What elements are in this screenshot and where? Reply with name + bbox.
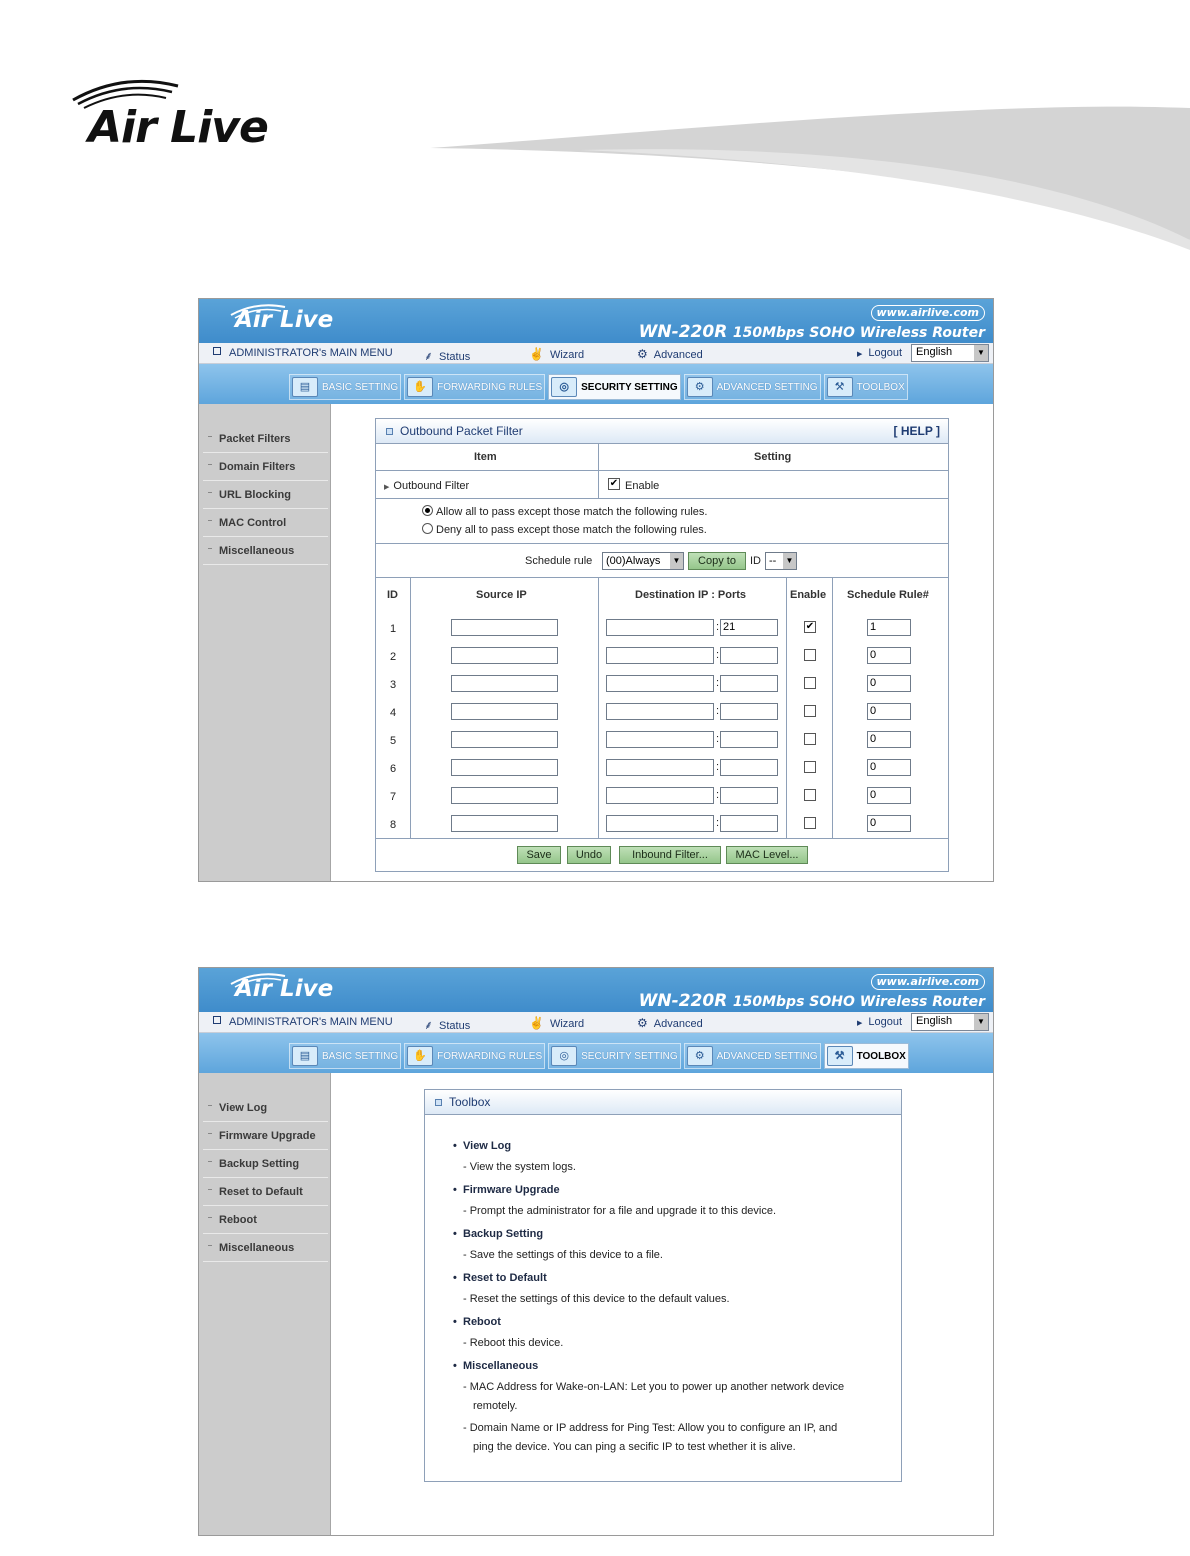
port-input[interactable] <box>720 647 778 664</box>
status-link[interactable] <box>424 347 470 364</box>
website-link[interactable]: www.airlive.com <box>871 974 985 990</box>
tab-security-setting[interactable] <box>548 374 681 400</box>
admin-menu-label: ADMINISTRATOR's MAIN MENU <box>229 347 393 359</box>
logout-label: Logout <box>868 347 903 359</box>
advanced-link[interactable] <box>637 347 703 361</box>
sidebar-item-label: Miscellaneous <box>219 545 295 557</box>
bullet-dash-icon <box>208 1245 212 1246</box>
tab-toolbox[interactable] <box>824 374 908 400</box>
screenshot-outbound-packet-filter <box>198 298 994 882</box>
toolbox-item-description: - MAC Address for Wake-on-LAN: Let you to power up another network device <box>463 1381 845 1393</box>
rule-enable-checkbox[interactable]: ✔ <box>805 621 815 632</box>
toolbox-item-heading: Backup Setting <box>463 1228 544 1240</box>
panel-title-bar <box>425 1090 901 1115</box>
advanced-label: Advanced <box>653 1018 703 1030</box>
shield-icon: ◎ <box>551 1046 577 1066</box>
bullet-dash-icon <box>208 1105 212 1106</box>
status-link[interactable] <box>424 1016 470 1033</box>
source-ip-input[interactable] <box>451 759 558 776</box>
wizard-icon: ✌ <box>529 347 544 361</box>
schedule-rule-input[interactable]: 0 <box>867 675 911 692</box>
divider <box>598 443 599 498</box>
brand-logo: Air Live <box>235 976 334 1002</box>
destination-column-header: Destination IP : Ports <box>635 589 747 601</box>
port-separator: : <box>716 761 720 773</box>
gear-icon: ⚙ <box>687 1046 713 1066</box>
tab-toolbox[interactable] <box>824 1043 909 1069</box>
toolbox-item-heading: Reboot <box>463 1316 501 1328</box>
bullet-icon: • <box>453 1272 457 1284</box>
status-icon: ⸙ <box>424 349 434 363</box>
router-header <box>199 968 993 1012</box>
sidebar-item-label: Domain Filters <box>219 461 296 473</box>
bullet-dash-icon <box>208 1133 212 1134</box>
row-id: 5 <box>390 735 397 747</box>
rule-enable-checkbox[interactable] <box>804 677 816 689</box>
bullet-dash-icon <box>208 1161 212 1162</box>
chevron-down-icon: ▼ <box>974 345 988 361</box>
status-label: Status <box>439 1020 471 1032</box>
sidebar-item-mac-control[interactable] <box>203 510 328 537</box>
outbound-filter-text: Outbound Filter <box>393 480 470 492</box>
advanced-label: Advanced <box>653 349 703 361</box>
port-separator: : <box>716 621 720 633</box>
row-id: 3 <box>390 679 397 691</box>
toolbox-item-description: - Domain Name or IP address for Ping Test: Allow you to configure an IP, and <box>463 1422 838 1434</box>
model-name: WN-220R <box>638 991 728 1011</box>
tab-label: SECURITY SETTING <box>581 1050 678 1062</box>
logout-label: Logout <box>868 1016 903 1028</box>
port-input[interactable]: 21 <box>720 619 778 636</box>
allow-radio[interactable] <box>422 505 433 516</box>
row-id: 6 <box>390 763 397 775</box>
toolbox-item-reboot <box>453 1316 501 1328</box>
tab-label: TOOLBOX <box>856 381 905 393</box>
toolbox-panel <box>424 1089 902 1482</box>
deny-policy-option[interactable] <box>422 523 707 536</box>
tab-label: ADVANCED SETTING <box>716 1050 818 1062</box>
schedule-rule-input[interactable]: 1 <box>867 619 911 636</box>
panel-title-bar <box>376 419 948 444</box>
bullet-icon: • <box>453 1184 457 1196</box>
triangle-right-icon: ▶ <box>857 1020 863 1027</box>
undo-button[interactable]: Undo <box>567 846 611 864</box>
chevron-down-icon: ▼ <box>783 553 796 569</box>
destination-ip-input[interactable] <box>606 703 714 720</box>
toolbox-item-view-log <box>453 1140 512 1152</box>
destination-ip-input[interactable] <box>606 787 714 804</box>
status-icon: ⸙ <box>424 1018 434 1032</box>
toolbox-item-heading: Miscellaneous <box>463 1360 539 1372</box>
sidebar <box>199 404 331 881</box>
id-column-header: ID <box>387 589 398 601</box>
id-label: ID <box>750 555 761 567</box>
wizard-link[interactable] <box>529 347 584 361</box>
language-select[interactable] <box>911 344 989 362</box>
sidebar-item-label: URL Blocking <box>219 489 291 501</box>
model-description: 150Mbps SOHO Wireless Router <box>732 994 985 1010</box>
toolbox-icon: ⚒ <box>827 377 853 397</box>
divider <box>410 577 411 839</box>
brand-logo: Air Live <box>235 307 334 333</box>
row-id: 8 <box>390 819 397 831</box>
schedule-rule-label: Schedule rule <box>525 555 593 567</box>
model-title <box>639 991 985 1011</box>
language-value: English <box>916 1015 953 1027</box>
toolbox-item-heading: View Log <box>463 1140 512 1152</box>
port-separator: : <box>716 705 720 717</box>
destination-ip-input[interactable] <box>606 619 714 636</box>
folder-icon: ▤ <box>292 377 318 397</box>
port-separator: : <box>716 789 720 801</box>
shield-icon: ◎ <box>551 377 577 397</box>
admin-main-menu-link[interactable] <box>213 347 393 359</box>
toolbox-icon: ⚒ <box>827 1046 853 1066</box>
source-ip-column-header: Source IP <box>476 589 527 601</box>
divider <box>598 577 599 839</box>
rule-enable-checkbox[interactable] <box>804 649 816 661</box>
source-ip-input[interactable] <box>451 647 558 664</box>
rule-enable-checkbox[interactable] <box>804 817 816 829</box>
row-id: 1 <box>390 623 397 635</box>
row-id: 7 <box>390 791 397 803</box>
bullet-dash-icon <box>208 1217 212 1218</box>
language-select[interactable] <box>911 1013 989 1031</box>
schedule-rule-input[interactable]: 0 <box>867 787 911 804</box>
schedule-rule-input[interactable]: 0 <box>867 815 911 832</box>
deny-policy-text: Deny all to pass except those match the following rules. <box>436 524 707 536</box>
allow-policy-option[interactable] <box>422 505 707 518</box>
menu-square-icon <box>213 347 221 355</box>
destination-ip-input[interactable] <box>606 647 714 664</box>
inbound-filter-button[interactable]: Inbound Filter... <box>619 846 721 864</box>
sidebar-item-backup-setting[interactable] <box>203 1151 328 1178</box>
folder-icon: ▤ <box>292 1046 318 1066</box>
rule-enable-checkbox[interactable] <box>804 789 816 801</box>
source-ip-input[interactable] <box>451 675 558 692</box>
bullet-dash-icon <box>208 436 212 437</box>
setting-column-header: Setting <box>754 451 792 463</box>
divider <box>376 498 948 499</box>
sidebar-item-reboot[interactable] <box>203 1207 328 1234</box>
schedule-rule-value: (00)Always <box>606 555 661 567</box>
triangle-right-icon: ▶ <box>857 351 863 358</box>
status-label: Status <box>439 351 471 363</box>
tab-forwarding-rules[interactable] <box>404 374 545 400</box>
language-value: English <box>916 346 953 358</box>
bullet-icon: • <box>453 1228 457 1240</box>
port-input[interactable] <box>720 815 778 832</box>
schedule-rule-select[interactable] <box>602 552 684 570</box>
wizard-link[interactable] <box>529 1016 584 1030</box>
tab-label: FORWARDING RULES <box>437 381 543 393</box>
sidebar-item-label: Firmware Upgrade <box>219 1130 316 1142</box>
enable-column-header: Enable <box>790 589 827 601</box>
sidebar-item-miscellaneous[interactable] <box>203 538 328 565</box>
bullet-dash-icon <box>208 1189 212 1190</box>
sidebar-item-label: Backup Setting <box>219 1158 300 1170</box>
model-description: 150Mbps SOHO Wireless Router <box>732 325 985 341</box>
gear-icon: ⚙ <box>687 377 713 397</box>
schedule-rule-input[interactable]: 0 <box>867 647 911 664</box>
allow-policy-text: Allow all to pass except those match the following rules. <box>436 506 708 518</box>
help-link[interactable]: [ HELP ] <box>893 424 940 438</box>
port-separator: : <box>716 733 720 745</box>
divider <box>376 838 948 839</box>
menu-square-icon <box>213 1016 221 1024</box>
screenshot-toolbox <box>198 967 994 1536</box>
item-column-header: Item <box>474 451 497 463</box>
triangle-right-icon: ▶ <box>384 484 390 491</box>
save-button[interactable]: Save <box>517 846 561 864</box>
port-separator: : <box>716 649 720 661</box>
enable-label: Enable <box>625 480 660 492</box>
port-input[interactable] <box>720 675 778 692</box>
schedule-rule-input[interactable]: 0 <box>867 703 911 720</box>
destination-ip-input[interactable] <box>606 815 714 832</box>
router-header <box>199 299 993 343</box>
sidebar-item-label: Packet Filters <box>219 433 291 445</box>
copy-id-value: -- <box>769 555 777 567</box>
tab-label: TOOLBOX <box>856 1050 906 1062</box>
sidebar-item-view-log[interactable] <box>203 1095 328 1122</box>
sidebar-item-label: Reboot <box>219 1214 257 1226</box>
toolbox-item-firmware-upgrade <box>453 1184 560 1196</box>
copy-id-select[interactable] <box>765 552 797 570</box>
schedule-rule-column-header: Schedule Rule# <box>847 589 929 601</box>
mac-level-button[interactable]: MAC Level... <box>726 846 808 864</box>
admin-main-menu-link[interactable] <box>213 1016 393 1028</box>
tab-list <box>289 1043 912 1069</box>
rule-enable-checkbox[interactable] <box>804 761 816 773</box>
toolbox-item-miscellaneous <box>453 1360 539 1372</box>
port-separator: : <box>716 677 720 689</box>
sidebar-item-reset-to-default[interactable] <box>203 1179 328 1206</box>
bullet-dash-icon <box>208 464 212 465</box>
title-square-icon <box>435 1099 442 1106</box>
decorative-swoosh <box>430 100 1190 250</box>
tab-advanced-setting[interactable] <box>684 1043 821 1069</box>
outbound-packet-filter-panel <box>375 418 949 872</box>
schedule-rule-input[interactable]: 0 <box>867 731 911 748</box>
outbound-filter-enable-checkbox[interactable]: ✔ <box>609 478 619 489</box>
bullet-icon: • <box>453 1360 457 1372</box>
sidebar-item-label: MAC Control <box>219 517 287 529</box>
bullet-icon: • <box>453 1316 457 1328</box>
copy-to-button[interactable]: Copy to <box>688 552 746 570</box>
bullet-dash-icon <box>208 520 212 521</box>
toolbox-item-heading: Firmware Upgrade <box>463 1184 560 1196</box>
toolbox-item-description: remotely. <box>473 1400 518 1412</box>
row-id: 2 <box>390 651 397 663</box>
website-link[interactable]: www.airlive.com <box>871 305 985 321</box>
chevron-down-icon: ▼ <box>670 553 683 569</box>
tab-label: BASIC SETTING <box>322 1050 399 1062</box>
destination-ip-input[interactable] <box>606 759 714 776</box>
tab-label: BASIC SETTING <box>322 381 399 393</box>
port-input[interactable] <box>720 731 778 748</box>
title-square-icon <box>386 428 393 435</box>
logout-link[interactable] <box>857 1016 902 1028</box>
panel-title: Toolbox <box>449 1095 491 1109</box>
source-ip-input[interactable] <box>451 619 558 636</box>
handshake-icon: ✋ <box>407 377 433 397</box>
toolbox-item-description: ping the device. You can ping a secific IP to test whether it is alive. <box>473 1441 796 1453</box>
outbound-filter-label <box>384 480 469 492</box>
rule-enable-checkbox[interactable] <box>804 733 816 745</box>
document-logo-text: Air Live <box>88 102 268 153</box>
sidebar-item-label: Miscellaneous <box>219 1242 295 1254</box>
bullet-icon: • <box>453 1140 457 1152</box>
tab-label: FORWARDING RULES <box>437 1050 543 1062</box>
sidebar-item-packet-filters[interactable] <box>203 426 328 453</box>
admin-menu-label: ADMINISTRATOR's MAIN MENU <box>229 1016 393 1028</box>
deny-radio[interactable] <box>422 523 433 534</box>
divider <box>376 543 948 544</box>
row-id: 4 <box>390 707 397 719</box>
toolbox-item-description: - Reset the settings of this device to the default values. <box>463 1293 730 1305</box>
tab-bar <box>199 364 993 404</box>
schedule-rule-input[interactable]: 0 <box>867 759 911 776</box>
tab-basic-setting[interactable] <box>289 1043 401 1069</box>
destination-ip-input[interactable] <box>606 731 714 748</box>
port-input[interactable] <box>720 759 778 776</box>
wizard-icon: ✌ <box>529 1016 544 1030</box>
sidebar-item-url-blocking[interactable] <box>203 482 328 509</box>
sidebar-item-miscellaneous[interactable] <box>203 1235 328 1262</box>
logout-link[interactable] <box>857 347 902 359</box>
content-area <box>199 404 993 881</box>
handshake-icon: ✋ <box>407 1046 433 1066</box>
bullet-dash-icon <box>208 492 212 493</box>
toolbox-item-backup-setting <box>453 1228 544 1240</box>
divider <box>832 577 833 839</box>
tab-advanced-setting[interactable] <box>684 374 821 400</box>
sidebar <box>199 1073 331 1535</box>
divider <box>376 577 948 578</box>
sidebar-item-domain-filters[interactable] <box>203 454 328 481</box>
toolbox-item-description: - Save the settings of this device to a file. <box>463 1249 663 1261</box>
wizard-label: Wizard <box>549 1018 585 1030</box>
model-title <box>639 322 985 342</box>
chevron-down-icon: ▼ <box>974 1014 988 1030</box>
rule-enable-checkbox[interactable] <box>804 705 816 717</box>
toolbox-item-reset-to-default <box>453 1272 547 1284</box>
toolbox-item-description: - View the system logs. <box>463 1161 576 1173</box>
advanced-link[interactable] <box>637 1016 703 1030</box>
port-input[interactable] <box>720 787 778 804</box>
source-ip-input[interactable] <box>451 815 558 832</box>
toolbox-item-description: - Reboot this device. <box>463 1337 564 1349</box>
divider <box>376 470 948 471</box>
model-name: WN-220R <box>638 322 728 342</box>
sidebar-item-label: Reset to Default <box>219 1186 303 1198</box>
content-area <box>199 1073 993 1535</box>
destination-ip-input[interactable] <box>606 675 714 692</box>
source-ip-input[interactable] <box>451 731 558 748</box>
port-separator: : <box>716 817 720 829</box>
tab-list <box>289 374 911 400</box>
tab-bar <box>199 1033 993 1073</box>
port-input[interactable] <box>720 703 778 720</box>
main-menu-bar <box>199 1012 993 1033</box>
tab-forwarding-rules[interactable] <box>404 1043 545 1069</box>
tab-label: ADVANCED SETTING <box>716 381 818 393</box>
advanced-icon: ⚙ <box>637 1016 648 1030</box>
bullet-dash-icon <box>208 548 212 549</box>
divider <box>786 577 787 839</box>
advanced-icon: ⚙ <box>637 347 648 361</box>
tab-security-setting[interactable] <box>548 1043 681 1069</box>
airlive-document-logo <box>68 72 358 162</box>
source-ip-input[interactable] <box>451 787 558 804</box>
sidebar-item-firmware-upgrade[interactable] <box>203 1123 328 1150</box>
wizard-label: Wizard <box>549 349 585 361</box>
tab-label: SECURITY SETTING <box>581 381 678 393</box>
panel-title: Outbound Packet Filter <box>400 424 523 438</box>
source-ip-input[interactable] <box>451 703 558 720</box>
tab-basic-setting[interactable] <box>289 374 401 400</box>
main-menu-bar <box>199 343 993 364</box>
toolbox-item-description: - Prompt the administrator for a file and upgrade it to this device. <box>463 1205 777 1217</box>
toolbox-item-heading: Reset to Default <box>463 1272 547 1284</box>
sidebar-item-label: View Log <box>219 1102 268 1114</box>
